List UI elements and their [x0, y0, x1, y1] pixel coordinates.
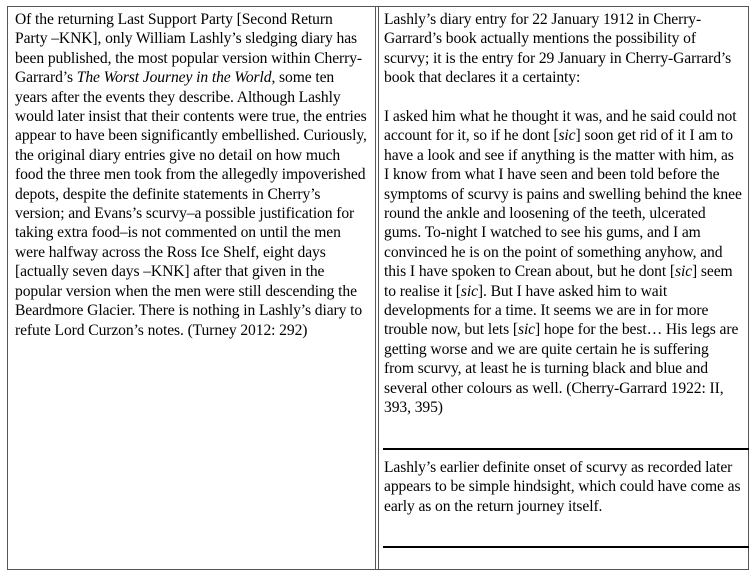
quote-text-3: ] seem to realise it [ [384, 263, 733, 300]
row-rule-top [383, 448, 749, 450]
quote-text-2: ] soon get rid of it I am to have a look and see if anything is the matter with him, as I know from what I have seen and been told before the symptoms of scurvy is pains and swelling behind the knee round the ankle and loosening of the teeth, ulcerated gums. To-night I watched to see his gums, and I am convinced he is on the point of something anyhow, and this I have spoken to Crean about, but he dont [ [384, 127, 742, 281]
right-intro-paragraph: Lashly’s diary entry for 22 January 1912 in Cherry-Garrard’s book actually mentions the possibility of scurvy; it is the entry for 29 January in Cherry-Garrard’s book that declares it a certainty: [384, 11, 732, 87]
turney-quote-paragraph [15, 10, 367, 340]
sic-mark: sic [517, 321, 536, 339]
left-column [15, 10, 367, 340]
sic-mark: sic [675, 263, 693, 281]
sic-mark: sic [460, 282, 478, 300]
right-note [384, 458, 742, 516]
lashly-quote-paragraph [384, 107, 742, 418]
quote-text-5: ] hope for the best… His legs are getting worse and we are quite certain he is suffering from scurvy, at least he is turning black and blue and several other colours as well. (Cherry-Garrard 1922: II, 393, 395) [384, 321, 739, 417]
column-divider [375, 6, 379, 570]
right-intro [384, 10, 742, 88]
sic-mark: sic [558, 127, 576, 145]
turney-quote-text-2: , some ten years after the events they describe. Although Lashly would later insist that their contents were true, the entries appear to have been significantly embellished. Curiously, the original diary entries give no detail on how much food the three men took from the allegedly impoverished depots, despite the definite statements in Cherry’s version; and Evans’s scurvy–a possible justification for taking extra food–is not commented on until the men were halfway across the Ross Ice Shelf, eight days [actually seven days –KNK] after that given in the popular version when the men were still descending the Beardmore Glacier. There is nothing in Lashly’s diary to refute Lord Curzon’s notes. (Turney 2012: 292) [15, 69, 367, 339]
right-note-paragraph: Lashly’s earlier definite onset of scurvy as recorded later appears to be simple hindsight, which could have come as early as on the return journey itself. [384, 459, 741, 515]
book-title: The Worst Journey in the World [76, 69, 272, 87]
turney-quote-text-1: Of the returning Last Support Party [Second Return Party –KNK], only William Lashly’s sledging diary has been published, the most popular version within Cherry-Garrard’s [15, 11, 363, 87]
quote-text-1: I asked him what he thought it was, and he said could not account for it, so if he dont [ [384, 108, 737, 145]
quote-text-4: ]. But I have asked him to wait developments for a time. It seems we are in for more trouble now, but lets [ [384, 282, 709, 339]
lashly-diary-quote [384, 107, 742, 418]
row-rule-bottom [383, 546, 749, 548]
